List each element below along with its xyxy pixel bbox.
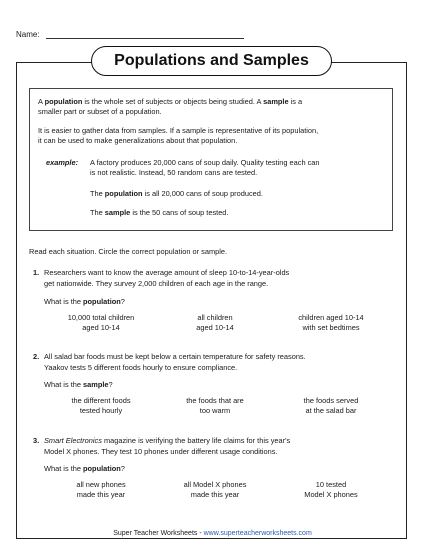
question-text: Researchers want to know the average amount of sleep 10-to-14-year-olds xyxy=(44,268,290,277)
example-label: example: xyxy=(46,158,79,167)
page-title: Populations and Samples xyxy=(91,46,332,76)
sample-term: sample xyxy=(263,97,289,106)
question-number: 1. xyxy=(33,268,40,277)
choice-option[interactable]: children aged 10-14 with set bedtimes xyxy=(298,313,364,332)
question-text: Smart Electronics magazine is verifying the battery life claims for this year's xyxy=(44,436,291,445)
example-sample: The sample is the 50 cans of soup tested. xyxy=(90,208,229,217)
footer-link[interactable]: www.superteacherworksheets.com xyxy=(203,530,312,537)
choice-option[interactable]: all Model X phones made this year xyxy=(183,480,247,499)
choice-option[interactable]: 10 tested Model X phones xyxy=(304,480,358,499)
question-text: Yaakov tests 5 different foods hourly to ensure compliance. xyxy=(44,363,238,372)
example-line: A factory produces 20,000 cans of soup daily. Quality testing each can xyxy=(90,158,320,167)
choice-option[interactable]: 10,000 total children aged 10-14 xyxy=(67,313,135,332)
question-text: All salad bar foods must be kept below a certain temperature for safety reasons. xyxy=(44,352,306,361)
definition-line: it can be used to make generalizations about that population. xyxy=(38,136,238,145)
example-line: is not realistic. Instead, 50 random cans are tested. xyxy=(90,168,258,177)
question-prompt: What is the sample? xyxy=(44,380,113,389)
example-population: The population is all 20,000 cans of soup produced. xyxy=(90,189,263,198)
footer-brand: Super Teacher Worksheets - xyxy=(113,530,204,537)
name-label: Name: xyxy=(16,30,40,39)
instructions: Read each situation. Circle the correct population or sample. xyxy=(29,247,228,256)
question-number: 3. xyxy=(33,436,40,445)
question-number: 2. xyxy=(33,352,40,361)
choice-option[interactable]: all children aged 10-14 xyxy=(196,313,234,332)
choice-option[interactable]: the foods that are too warm xyxy=(186,396,244,415)
question-prompt: What is the population? xyxy=(44,297,125,306)
choice-option[interactable]: all new phones made this year xyxy=(76,480,126,499)
question-text: Model X phones. They test 10 phones under different usage conditions. xyxy=(44,447,278,456)
question-text: get nationwide. They survey 2,000 children of each age in the range. xyxy=(44,279,269,288)
definition-line: A population is the whole set of subjects or objects being studied. A sample is a xyxy=(38,97,303,106)
choice-option[interactable]: the foods served at the salad bar xyxy=(303,396,359,415)
population-term: population xyxy=(44,97,83,106)
question-prompt: What is the population? xyxy=(44,464,125,473)
choice-option[interactable]: the different foods tested hourly xyxy=(71,396,131,415)
definition-line: It is easier to gather data from samples. If a sample is representative of its population, xyxy=(38,126,319,135)
definition-line: smaller part or subset of a population. xyxy=(38,107,162,116)
name-field[interactable] xyxy=(46,38,244,39)
footer xyxy=(0,530,425,537)
